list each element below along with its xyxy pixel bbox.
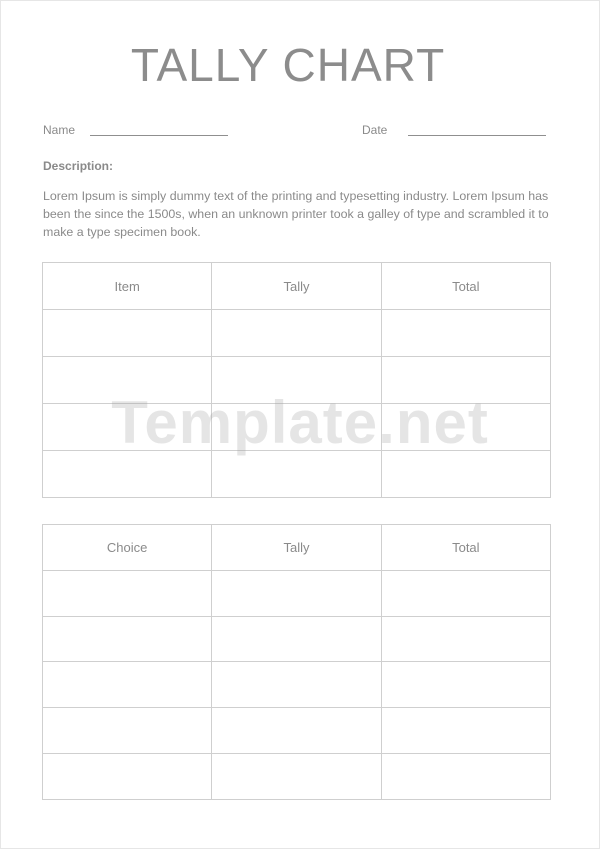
table-cell[interactable] [212, 570, 381, 616]
table-row [43, 451, 551, 498]
column-header-choice: Choice [43, 525, 212, 571]
table-row [43, 357, 551, 404]
column-header-total: Total [381, 525, 550, 571]
table-cell[interactable] [43, 451, 212, 498]
table-row [43, 616, 551, 662]
table-cell[interactable] [381, 570, 550, 616]
table-row [43, 708, 551, 754]
table-cell[interactable] [381, 310, 550, 357]
column-header-tally: Tally [212, 263, 381, 310]
table-row [43, 310, 551, 357]
table-header-row [43, 525, 551, 571]
table-cell[interactable] [212, 753, 381, 799]
table-cell[interactable] [381, 616, 550, 662]
column-header-total: Total [381, 263, 550, 310]
table-cell[interactable] [212, 708, 381, 754]
date-field[interactable] [408, 135, 546, 136]
page-title: TALLY CHART [130, 39, 446, 91]
name-field[interactable] [90, 135, 228, 136]
table-row [43, 570, 551, 616]
item-tally-table [42, 262, 551, 498]
date-label: Date [362, 123, 388, 137]
table-cell[interactable] [43, 616, 212, 662]
table-cell[interactable] [381, 708, 550, 754]
watermark: Template.net [111, 389, 489, 456]
table-cell[interactable] [43, 662, 212, 708]
table-cell[interactable] [212, 357, 381, 404]
table-cell[interactable] [43, 570, 212, 616]
table-cell[interactable] [212, 451, 381, 498]
table-cell[interactable] [43, 357, 212, 404]
table-cell[interactable] [381, 404, 550, 451]
table-cell[interactable] [381, 451, 550, 498]
table-cell[interactable] [212, 662, 381, 708]
table-row [43, 404, 551, 451]
table-row [43, 662, 551, 708]
name-label: Name [43, 123, 76, 137]
table-header-row [43, 263, 551, 310]
table-cell[interactable] [43, 310, 212, 357]
description-text: Lorem Ipsum is simply dummy text of the printing and typesetting industry. Lorem Ipsum has been the since the 1500s, when an unknown printer took a galley of type and scrambled it to make a type specimen book. [43, 189, 549, 239]
table-cell[interactable] [43, 404, 212, 451]
table-cell[interactable] [381, 357, 550, 404]
table-cell[interactable] [381, 662, 550, 708]
table-cell[interactable] [43, 753, 212, 799]
column-header-tally: Tally [212, 525, 381, 571]
table-cell[interactable] [381, 753, 550, 799]
column-header-item: Item [43, 263, 212, 310]
choice-tally-table [42, 524, 551, 800]
table-cell[interactable] [212, 616, 381, 662]
description-heading: Description: [43, 159, 114, 173]
table-cell[interactable] [212, 310, 381, 357]
table-row [43, 753, 551, 799]
table-cell[interactable] [212, 404, 381, 451]
table-cell[interactable] [43, 708, 212, 754]
